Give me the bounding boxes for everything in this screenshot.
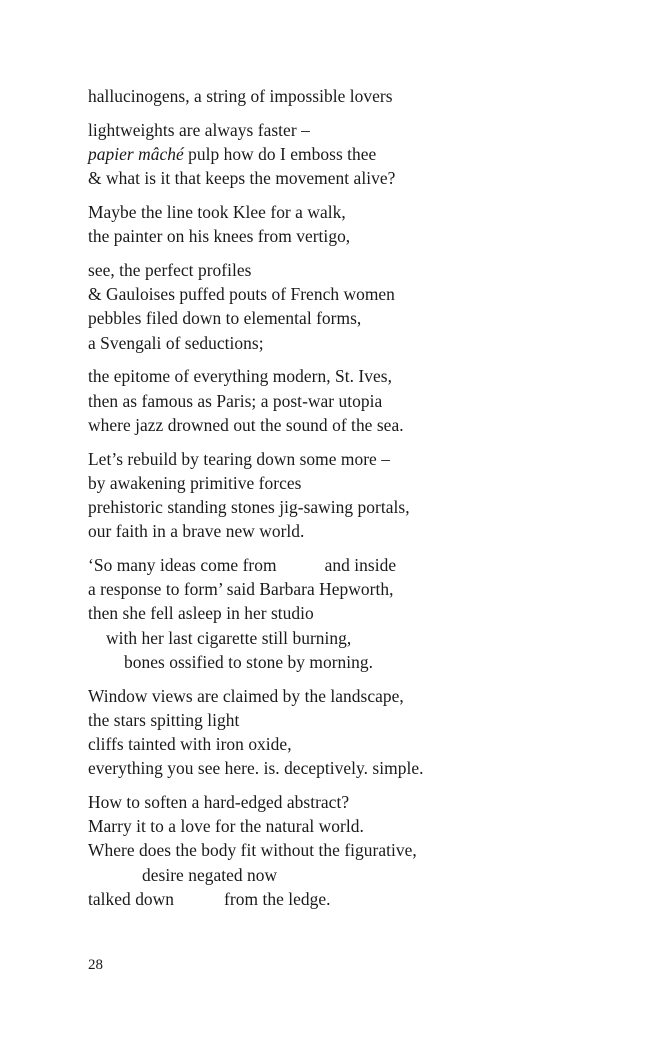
poem-line: by awakening primitive forces	[88, 472, 302, 493]
poem-line	[88, 553, 628, 577]
page-number: 28	[88, 957, 103, 973]
poem-line-indented: with her last cigarette still burning,	[106, 627, 352, 648]
poem-line: Marry it to a love for the natural world.	[88, 816, 364, 837]
poem-line: Where does the body fit without the figurative,	[88, 840, 417, 861]
poem-line: Window views are claimed by the landscape,	[88, 685, 404, 706]
poem-line-indented: desire negated now	[142, 864, 278, 885]
poem-line: then as famous as Paris; a post-war utopia	[88, 390, 383, 411]
poem-line: pebbles filed down to elemental forms,	[88, 308, 362, 329]
poem-line: where jazz drowned out the sound of the sea.	[88, 414, 404, 435]
poem-line: everything you see here. is. deceptively. simple.	[88, 758, 424, 779]
poem-line-rest: pulp how do I emboss thee	[183, 144, 377, 164]
poem-line: the epitome of everything modern, St. Ives,	[88, 366, 392, 387]
stanza-7	[88, 553, 628, 674]
poem-line-indented: bones ossified to stone by morning.	[124, 651, 374, 672]
poem-line: prehistoric standing stones jig-sawing portals,	[88, 497, 410, 518]
poem-line-part: from the ledge.	[224, 888, 331, 909]
poem-body	[88, 84, 628, 921]
poem-line: see, the perfect profiles	[88, 260, 252, 280]
stanza-9	[88, 790, 628, 911]
stanza-3	[88, 200, 628, 248]
poem-line: & what is it that keeps the movement alive?	[88, 168, 396, 189]
poem-line: the stars spitting light	[88, 709, 240, 730]
poem-line: cliffs tainted with iron oxide,	[88, 734, 292, 755]
stanza-6	[88, 447, 628, 544]
poem-line: hallucinogens, a string of impossible lovers	[88, 86, 393, 106]
poem-line: lightweights are always faster –	[88, 119, 310, 140]
stanza-1	[88, 84, 628, 108]
stanza-2	[88, 118, 628, 191]
poem-line	[88, 142, 628, 166]
poem-line-part: talked down	[88, 888, 175, 909]
poem-line-part: ‘So many ideas come from	[88, 555, 277, 576]
poem-line-part: and inside	[324, 555, 397, 576]
poem-line: a Svengali of seductions;	[88, 332, 264, 353]
poem-line: then she fell asleep in her studio	[88, 603, 314, 624]
stanza-4	[88, 258, 628, 355]
poem-line: Maybe the line took Klee for a walk,	[88, 202, 346, 222]
stanza-8	[88, 684, 628, 781]
poem-line: Let’s rebuild by tearing down some more –	[88, 448, 390, 469]
italic-phrase: papier mâché	[88, 144, 184, 164]
stanza-5	[88, 364, 628, 437]
poem-line: a response to form’ said Barbara Hepworth,	[88, 579, 394, 600]
poem-line	[88, 887, 628, 911]
poem-line: our faith in a brave new world.	[88, 521, 305, 542]
poem-line: the painter on his knees from vertigo,	[88, 226, 351, 247]
poem-line: How to soften a hard-edged abstract?	[88, 792, 350, 813]
poem-line: & Gauloises puffed pouts of French women	[88, 284, 395, 305]
